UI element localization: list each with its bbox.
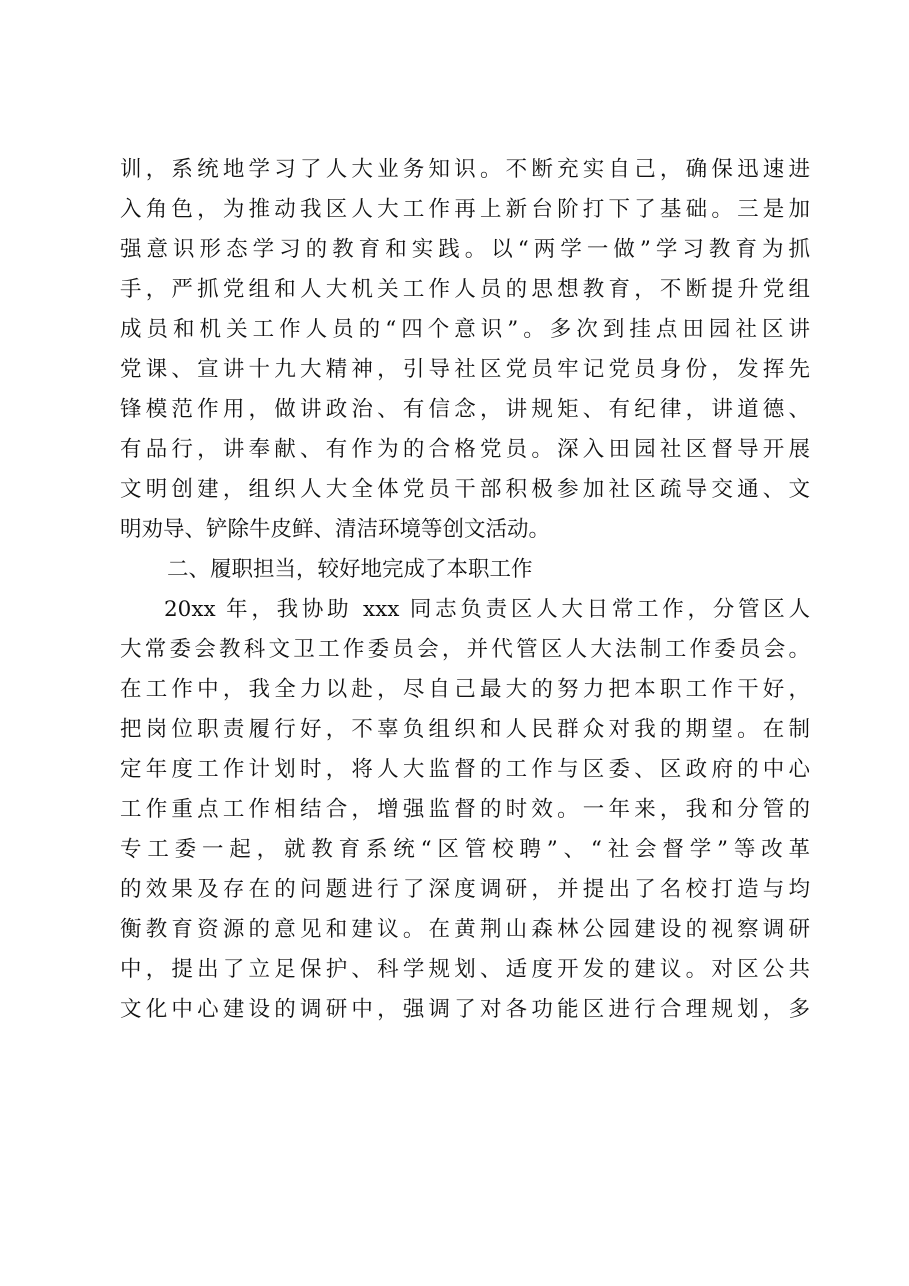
text-line: 20xx 年，我协助 xxx 同志负责区人大日常工作，分管区人 <box>164 597 810 622</box>
text-line: 训，系统地学习了人大业务知识。不断充实自己，确保迅速进 <box>120 157 810 182</box>
text-line: 在工作中，我全力以赴，尽自己最大的努力把本职工作干好， <box>120 677 810 702</box>
text-line: 有品行，讲奉献、有作为的合格党员。深入田园社区督导开展 <box>120 437 810 462</box>
text-line: 的效果及存在的问题进行了深度调研，并提出了名校打造与均 <box>120 877 810 902</box>
text-line: 专工委一起，就教育系统“区管校聘”、“社会督学”等改革 <box>120 837 810 862</box>
text-line: 把岗位职责履行好，不辜负组织和人民群众对我的期望。在制 <box>120 717 810 742</box>
text-line: 强意识形态学习的教育和实践。以“两学一做”学习教育为抓 <box>120 237 810 262</box>
text-line: 入角色，为推动我区人大工作再上新台阶打下了基础。三是加 <box>120 197 810 222</box>
text-line: 中，提出了立足保护、科学规划、适度开发的建议。对区公共 <box>120 957 810 982</box>
text-line: 文明创建，组织人大全体党员干部积极参加社区疏导交通、文 <box>120 477 810 502</box>
text-line: 手，严抓党组和人大机关工作人员的思想教育，不断提升党组 <box>120 277 810 302</box>
text-line: 成员和机关工作人员的“四个意识”。多次到挂点田园社区讲 <box>120 317 810 342</box>
document-page <box>120 150 810 1030</box>
text-line: 工作重点工作相结合，增强监督的时效。一年来，我和分管的 <box>120 797 810 822</box>
text-line: 大常委会教科文卫工作委员会，并代管区人大法制工作委员会。 <box>120 637 810 662</box>
text-line: 定年度工作计划时，将人大监督的工作与区委、区政府的中心 <box>120 757 810 782</box>
text-line: 文化中心建设的调研中，强调了对各功能区进行合理规划，多 <box>120 997 810 1022</box>
text-line: 衡教育资源的意见和建议。在黄荆山森林公园建设的视察调研 <box>120 917 810 942</box>
section-heading: 二、履职担当，较好地完成了本职工作 <box>167 557 533 582</box>
text-line: 党课、宣讲十九大精神，引导社区党员牢记党员身份，发挥先 <box>120 357 810 382</box>
text-line: 锋模范作用，做讲政治、有信念，讲规矩、有纪律，讲道德、 <box>120 397 810 422</box>
text-line: 明劝导、铲除牛皮鲜、清洁环境等创文活动。 <box>120 517 551 542</box>
